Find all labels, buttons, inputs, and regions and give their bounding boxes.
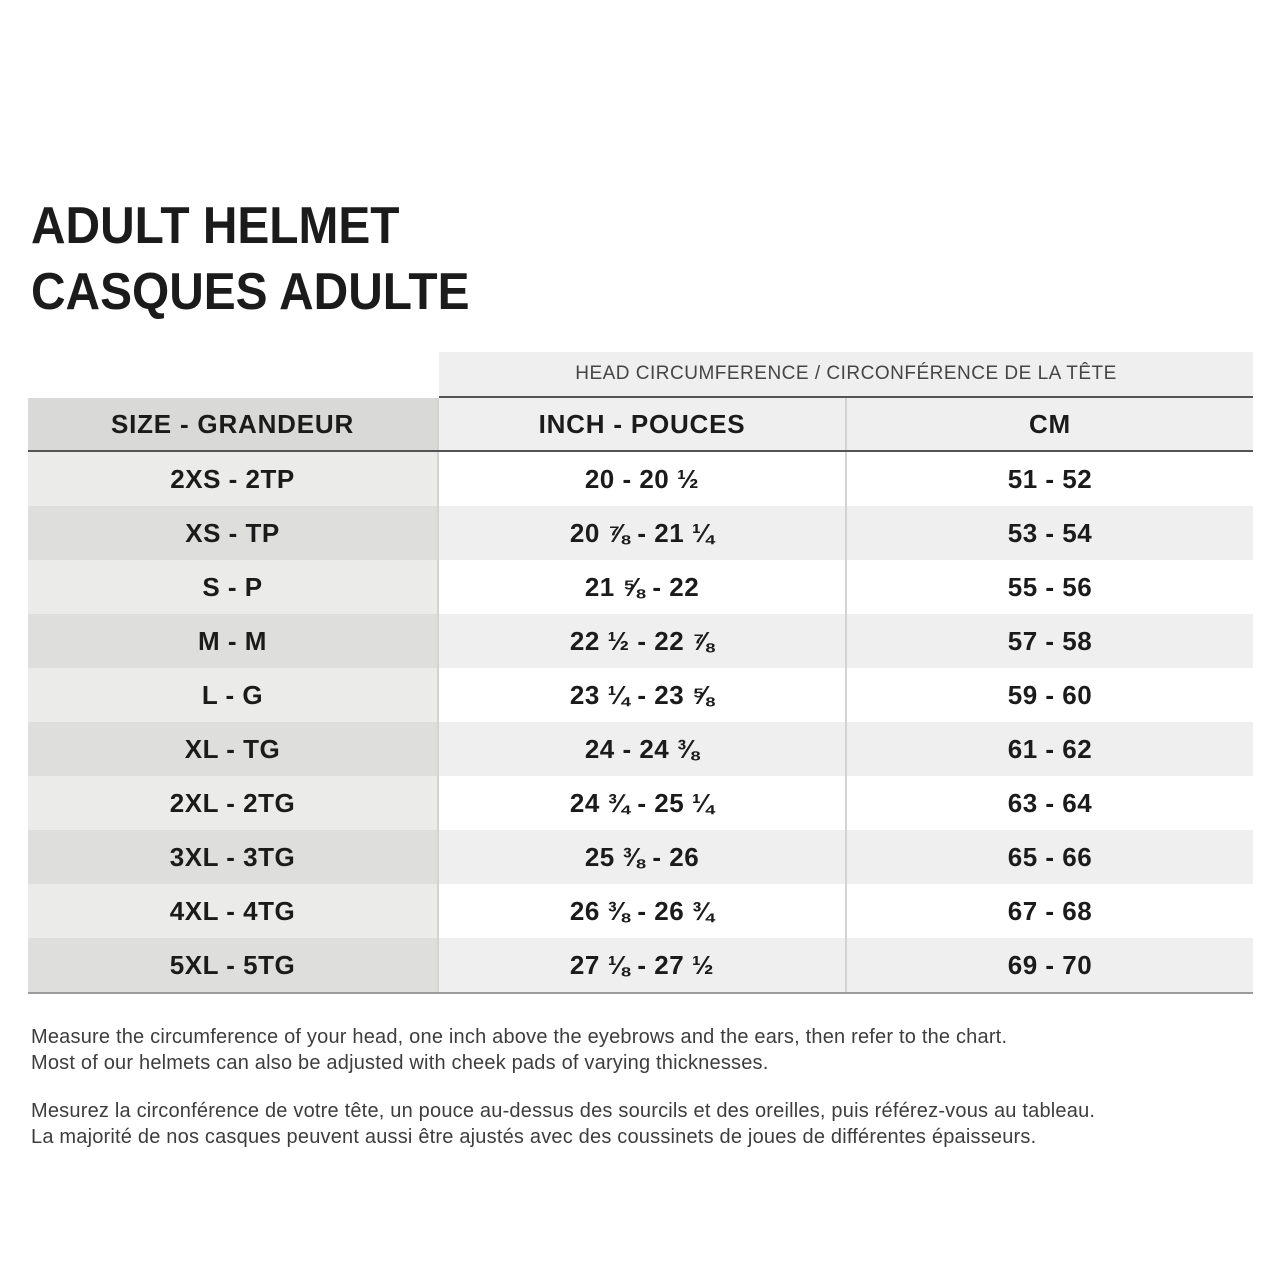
table-row [28, 830, 1253, 884]
cm-cell: 59 - 60 [847, 668, 1253, 722]
size-cell: XL - TG [28, 722, 437, 776]
cm-cell: 53 - 54 [847, 506, 1253, 560]
group-header-spacer [28, 352, 439, 398]
column-header-inch: INCH - POUCES [439, 398, 845, 450]
table-group-header-row [28, 352, 1253, 398]
inch-cell: 20 - 20 ½ [439, 452, 845, 506]
cm-cell: 67 - 68 [847, 884, 1253, 938]
table-row [28, 452, 1253, 506]
cm-cell: 65 - 66 [847, 830, 1253, 884]
table-row [28, 506, 1253, 560]
inch-cell: 22 ½ - 22 ⅞ [439, 614, 845, 668]
size-cell: 3XL - 3TG [28, 830, 437, 884]
size-cell: M - M [28, 614, 437, 668]
table-row [28, 722, 1253, 776]
page-title [31, 193, 1280, 325]
size-cell: 2XS - 2TP [28, 452, 437, 506]
cm-cell: 61 - 62 [847, 722, 1253, 776]
helmet-size-table [28, 352, 1253, 994]
column-header-cm: CM [847, 398, 1253, 450]
table-header-row [28, 398, 1253, 452]
size-cell: 2XL - 2TG [28, 776, 437, 830]
inch-cell: 24 - 24 ⅜ [439, 722, 845, 776]
table-row [28, 884, 1253, 938]
inch-cell: 25 ⅜ - 26 [439, 830, 845, 884]
table-row [28, 938, 1253, 992]
cm-cell: 55 - 56 [847, 560, 1253, 614]
size-cell: S - P [28, 560, 437, 614]
table-row [28, 668, 1253, 722]
cm-cell: 69 - 70 [847, 938, 1253, 992]
cm-cell: 57 - 58 [847, 614, 1253, 668]
size-cell: 4XL - 4TG [28, 884, 437, 938]
table-row [28, 776, 1253, 830]
instructions-en-line2: Most of our helmets can also be adjusted with cheek pads of varying thicknesses. [31, 1052, 769, 1074]
page-title-line-en: ADULT HELMET [31, 197, 400, 255]
inch-cell: 24 ¾ - 25 ¼ [439, 776, 845, 830]
instructions-fr-line1: Mesurez la circonférence de votre tête, un pouce au-dessus des sourcils et des oreilles, puis référez-vous au tableau. [31, 1100, 1096, 1122]
inch-cell: 23 ¼ - 23 ⅝ [439, 668, 845, 722]
table-row [28, 614, 1253, 668]
inch-cell: 27 ⅛ - 27 ½ [439, 938, 845, 992]
inch-cell: 21 ⅝ - 22 [439, 560, 845, 614]
size-cell: 5XL - 5TG [28, 938, 437, 992]
table-row [28, 560, 1253, 614]
cm-cell: 51 - 52 [847, 452, 1253, 506]
group-header: HEAD CIRCUMFERENCE / CIRCONFÉRENCE DE LA TÊTE [439, 352, 1253, 398]
instructions-fr-line2: La majorité de nos casques peuvent aussi être ajustés avec des coussinets de joues de différentes épaisseurs. [31, 1126, 1037, 1148]
instructions-french [31, 1098, 1280, 1150]
cm-cell: 63 - 64 [847, 776, 1253, 830]
page-title-line-fr: CASQUES ADULTE [31, 263, 470, 321]
column-header-size: SIZE - GRANDEUR [28, 398, 437, 450]
measure-instructions [31, 1024, 1280, 1150]
instructions-english [31, 1024, 1280, 1076]
size-cell: L - G [28, 668, 437, 722]
size-cell: XS - TP [28, 506, 437, 560]
instructions-en-line1: Measure the circumference of your head, one inch above the eyebrows and the ears, then refer to the chart. [31, 1026, 1008, 1048]
inch-cell: 26 ⅜ - 26 ¾ [439, 884, 845, 938]
inch-cell: 20 ⅞ - 21 ¼ [439, 506, 845, 560]
